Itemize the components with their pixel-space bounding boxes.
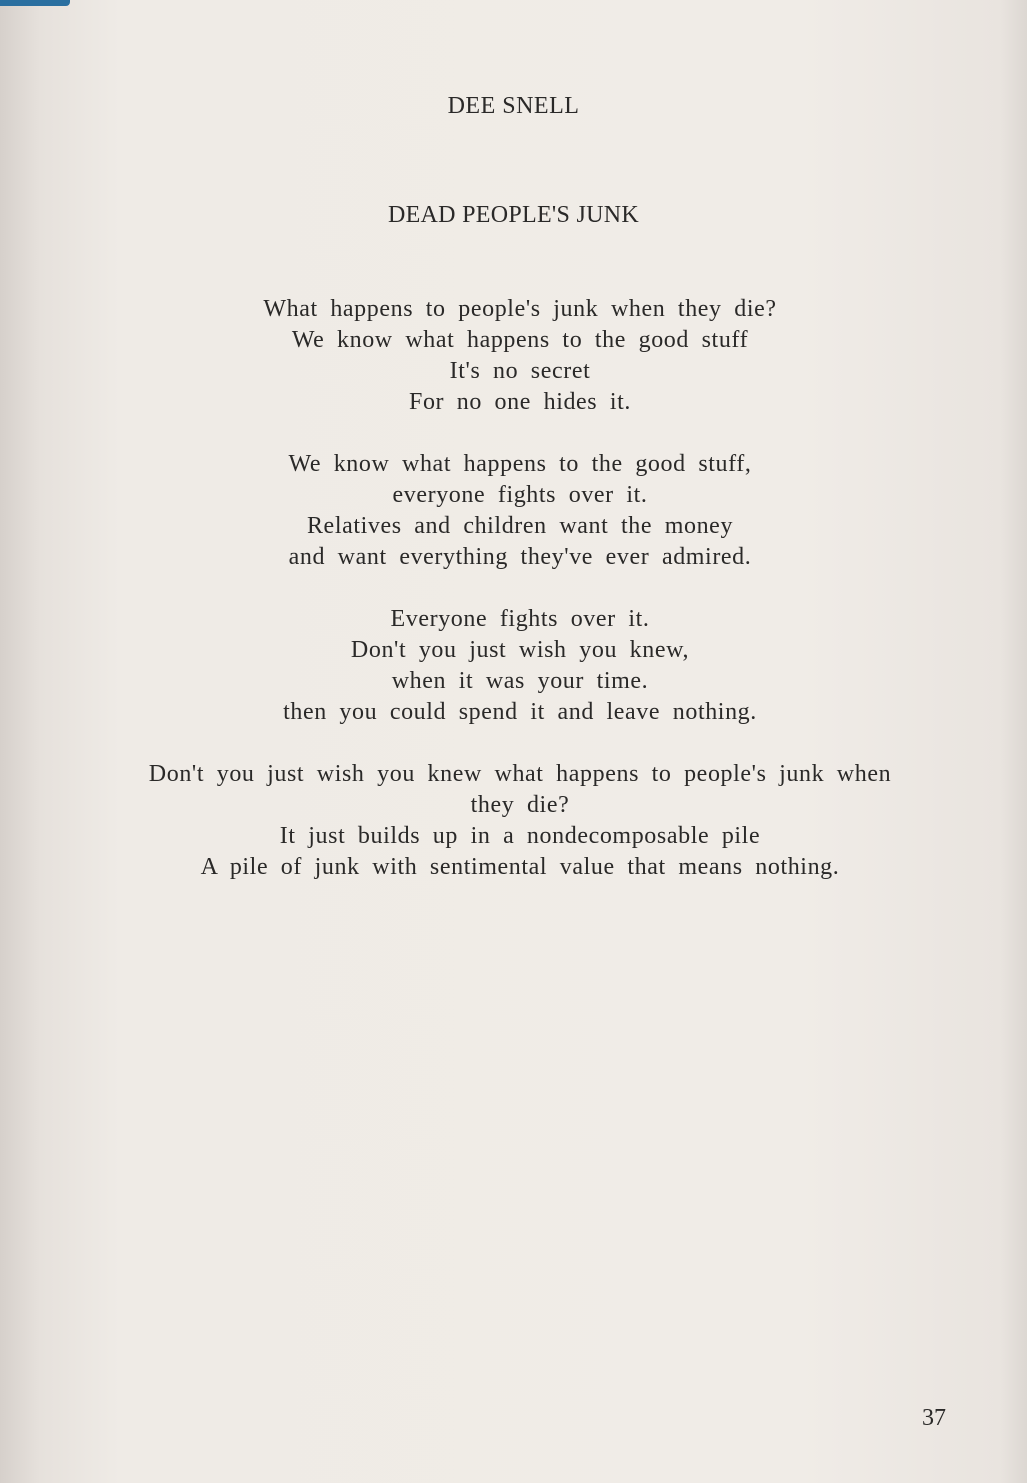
- poem-body: [60, 294, 980, 883]
- stanza-1: [60, 294, 980, 418]
- stanza-break: [60, 418, 980, 449]
- poem-line: We know what happens to the good stuff,: [288, 451, 752, 477]
- author-name: DEE SNELL: [447, 93, 580, 119]
- poem-title: DEAD PEOPLE'S JUNK: [387, 202, 640, 228]
- poem-line: It's no secret: [449, 358, 591, 384]
- stanza-break: [60, 728, 980, 759]
- stanza-4: [60, 759, 980, 883]
- stanza-3: [60, 604, 980, 728]
- poem-line: What happens to people's junk when they die?: [263, 296, 777, 322]
- poem-line: they die?: [470, 792, 570, 818]
- poem-line: Don't you just wish you knew,: [350, 637, 690, 663]
- poem-line: everyone fights over it.: [392, 482, 648, 508]
- page-number: 37: [922, 1405, 946, 1431]
- poem-line: then you could spend it and leave nothing.: [283, 699, 757, 725]
- poem-line: Relatives and children want the money: [306, 513, 734, 539]
- poem-line: Everyone fights over it.: [390, 606, 650, 632]
- poem-line: when it was your time.: [391, 668, 649, 694]
- poem-line: and want everything they've ever admired.: [288, 544, 752, 570]
- stanza-2: [60, 449, 980, 573]
- blue-edge-mark: [0, 0, 70, 6]
- poem-line: For no one hides it.: [409, 389, 631, 415]
- stanza-break: [60, 573, 980, 604]
- poem-line: It just builds up in a nondecomposable pile: [279, 823, 761, 849]
- poem-line: A pile of junk with sentimental value that means nothing.: [200, 854, 840, 880]
- poem-line: Don't you just wish you knew what happens to people's junk when: [148, 761, 892, 787]
- poem-line: We know what happens to the good stuff: [291, 327, 749, 353]
